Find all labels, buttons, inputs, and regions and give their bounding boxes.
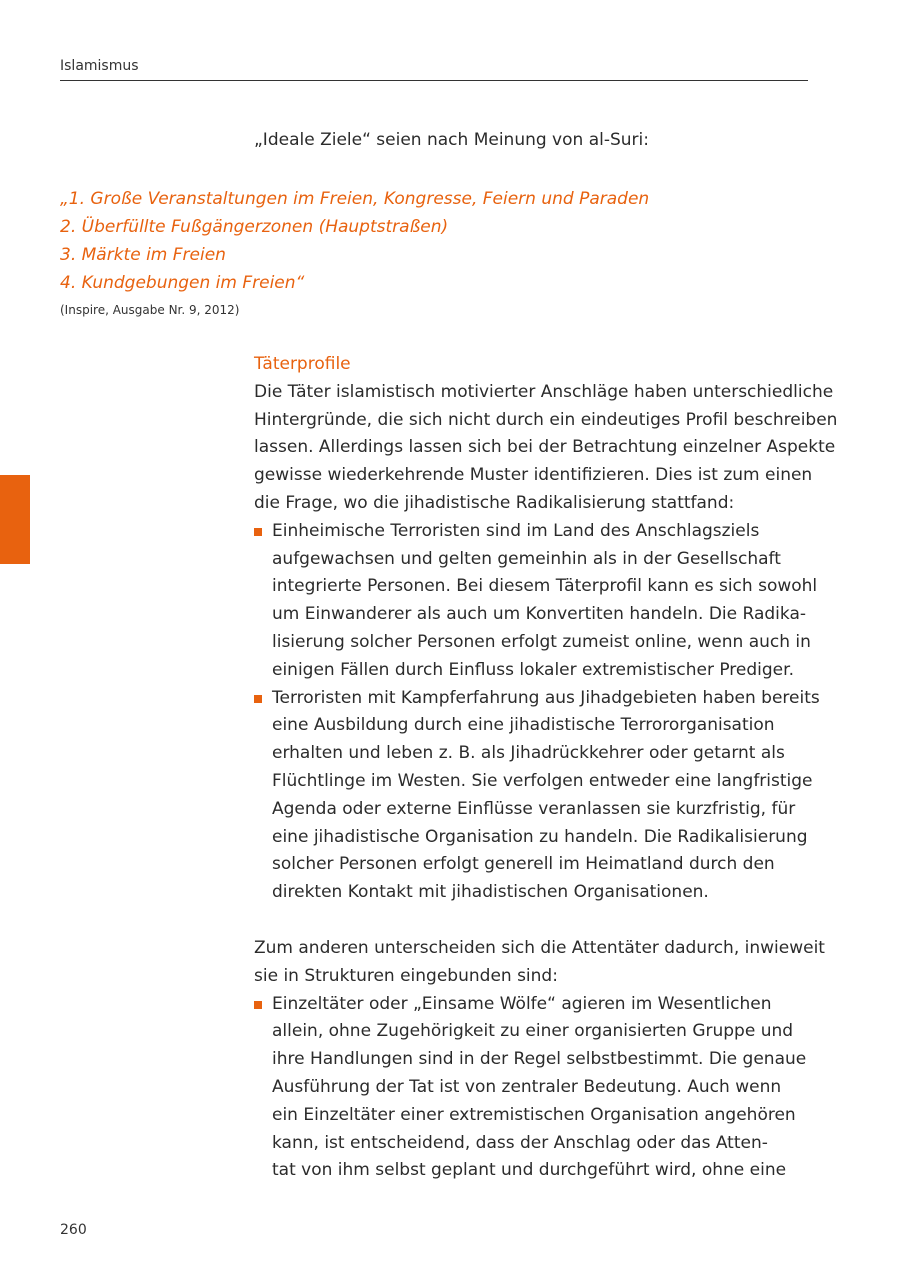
list-item — [254, 518, 818, 685]
text-line: Einheimische Terroristen sind im Land des Anschlagsziels — [272, 520, 760, 541]
running-title: Islamismus — [60, 58, 139, 74]
text-line: Zum anderen unterscheiden sich die Attentäter dadurch, inwieweit — [254, 937, 825, 958]
text-line: lisierung solcher Personen erfolgt zumeist online, wenn auch in — [272, 631, 811, 652]
text-line: eine Ausbildung durch eine jihadistische Terrororganisation — [272, 715, 775, 736]
text-line: ihre Handlungen sind in der Regel selbstbestimmt. Die genaue — [272, 1049, 807, 1070]
text-line: Einzeltäter oder „Einsame Wölfe“ agieren im Wesentlichen — [272, 993, 772, 1014]
text-line: aufgewachsen und gelten gemeinhin als in der Gesellschaft — [272, 548, 781, 569]
main-text-column — [254, 351, 838, 1185]
text-line: eine jihadistische Organisation zu handeln. Die Radikalisierung — [272, 826, 808, 847]
paragraph-1 — [254, 379, 838, 518]
quote-line: 2. Überfüllte Fußgängerzonen (Hauptstraßen) — [60, 217, 449, 237]
paragraph-spacer — [254, 907, 809, 935]
text-line: tat von ihm selbst geplant und durchgeführt wird, ohne eine — [272, 1160, 787, 1181]
text-line: kann, ist entscheidend, dass der Anschlag oder das Atten- — [272, 1132, 768, 1153]
radicalization-list — [254, 518, 820, 907]
text-line: Terroristen mit Kampferfahrung aus Jihadgebieten haben bereits — [272, 687, 820, 708]
square-bullet-icon — [254, 1001, 262, 1009]
text-line: Die Täter islamistisch motivierter Anschläge haben unterschiedliche — [254, 381, 834, 402]
text-line: lassen. Allerdings lassen sich bei der Betrachtung einzelner Aspekte — [254, 437, 836, 458]
structure-list — [254, 991, 809, 1186]
text-line: gewisse wiederkehrende Muster identifizieren. Dies ist zum einen — [254, 465, 813, 486]
square-bullet-icon — [254, 695, 262, 703]
square-bullet-icon — [254, 528, 262, 536]
text-line: die Frage, wo die jihadistische Radikalisierung stattfand: — [254, 492, 735, 513]
quote-source: (Inspire, Ausgabe Nr. 9, 2012) — [60, 303, 240, 317]
quote-line: 4. Kundgebungen im Freien“ — [60, 273, 305, 293]
page-number: 260 — [60, 1222, 87, 1238]
quote-line: 3. Märkte im Freien — [60, 245, 226, 265]
text-line: einigen Fällen durch Einfluss lokaler extremistischer Prediger. — [272, 659, 794, 680]
text-line: um Einwanderer als auch um Konvertiten handeln. Die Radika- — [272, 604, 806, 625]
text-line: solcher Personen erfolgt generell im Heimatland durch den — [272, 854, 775, 875]
text-line: Hintergründe, die sich nicht durch ein eindeutiges Profil beschreiben — [254, 409, 838, 430]
text-line: Flüchtlinge im Westen. Sie verfolgen entweder eine langfristige — [272, 770, 813, 791]
list-item — [254, 685, 820, 907]
text-line: allein, ohne Zugehörigkeit zu einer organisierten Gruppe und — [272, 1021, 794, 1042]
text-line: Ausführung der Tat ist von zentraler Bedeutung. Auch wenn — [272, 1076, 782, 1097]
list-item — [254, 991, 809, 1186]
text-line: ein Einzeltäter einer extremistischen Organisation angehören — [272, 1104, 796, 1125]
quote-intro: „Ideale Ziele“ seien nach Meinung von al-Suri: — [254, 130, 649, 150]
header-rule — [60, 80, 808, 81]
text-line: direkten Kontakt mit jihadistischen Organisationen. — [272, 882, 709, 903]
section-heading: Täterprofile — [254, 354, 351, 374]
paragraph-2 — [254, 935, 825, 991]
quote-list — [60, 185, 649, 297]
quote-line: „1. Große Veranstaltungen im Freien, Kongresse, Feiern und Paraden — [60, 189, 650, 209]
chapter-tab-marker — [0, 475, 30, 564]
text-line: Agenda oder externe Einflüsse veranlassen sie kurzfristig, für — [272, 798, 796, 819]
text-line: sie in Strukturen eingebunden sind: — [254, 965, 558, 986]
text-line: integrierte Personen. Bei diesem Täterprofil kann es sich sowohl — [272, 576, 818, 597]
text-line: erhalten und leben z. B. als Jihadrückkehrer oder getarnt als — [272, 743, 785, 764]
